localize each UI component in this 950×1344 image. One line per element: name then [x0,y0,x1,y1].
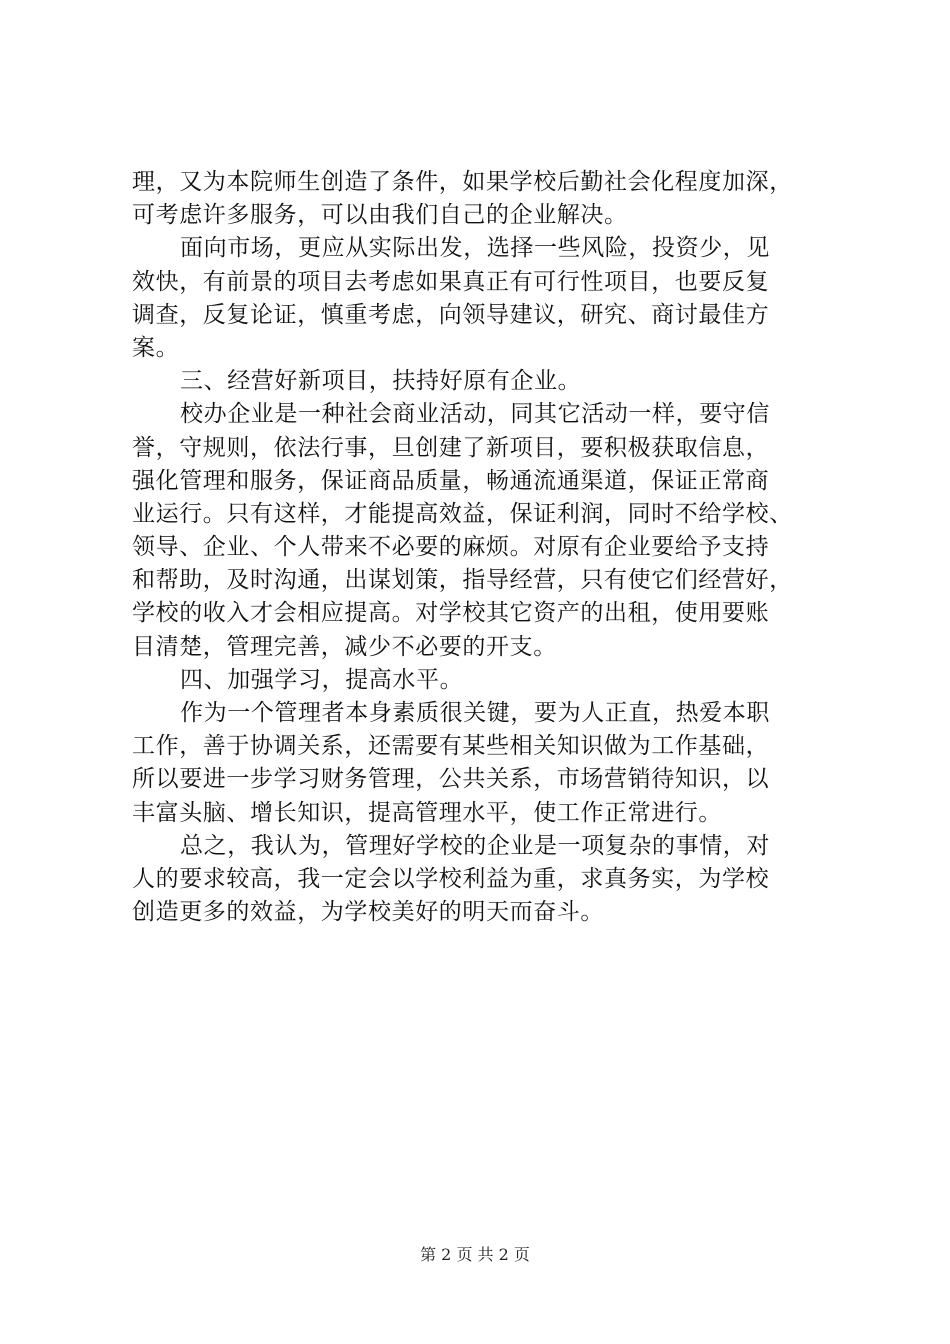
text-line: 誉，守规则，依法行事，旦创建了新项目，要积极获取信息， [132,434,770,461]
text-line: 目清楚，管理完善，减少不必要的开支。 [132,633,557,660]
text-line: 领导、企业、个人带来不必要的麻烦。对原有企业要给予支持 [132,534,770,561]
page-number-footer: 第 2 页 共 2 页 [420,1245,530,1264]
text-line: 可考虑许多服务，可以由我们自己的企业解决。 [132,202,628,229]
text-line: 人的要求较高，我一定会以学校利益为重，求真务实，为学校 [132,865,770,892]
paragraph-start-line: 面向市场，更应从实际出发，选择一些风险，投资少，见 [180,235,770,262]
text-line: 所以要进一步学习财务管理，公共关系，市场营销待知识，以 [132,766,770,793]
text-line: 案。 [132,334,180,361]
section-heading-3: 三、经营好新项目，扶持好原有企业。 [180,368,582,395]
text-line: 丰富头脑、增长知识，提高管理水平，使工作正常进行。 [132,799,722,826]
text-line: 调查，反复论证，慎重考虑，向领导建议，研究、商讨最佳方 [132,301,770,328]
text-line: 效快，有前景的项目去考虑如果真正有可行性项目，也要反复 [132,268,770,295]
text-line: 和帮助，及时沟通，出谋划策，指导经营，只有使它们经营好， [132,567,793,594]
text-line: 学校的收入才会相应提高。对学校其它资产的出租，使用要账 [132,600,770,627]
text-line: 工作，善于协调关系，还需要有某些相关知识做为工作基础， [132,733,770,760]
document-body [132,166,832,929]
section-heading-4: 四、加强学习，提高水平。 [180,666,464,693]
paragraph-start-line: 作为一个管理者本身素质很关键，要为人正直，热爱本职 [180,700,770,726]
text-line: 业运行。只有这样，才能提高效益，保证利润，同时不给学校、 [132,500,793,527]
paragraph-start-line: 总之，我认为，管理好学校的企业是一项复杂的事情，对 [180,832,770,859]
text-line: 创造更多的效益，为学校美好的明天而奋斗。 [132,899,604,926]
paragraph-start-line: 校办企业是一种社会商业活动，同其它活动一样，要守信 [180,401,770,428]
text-line: 强化管理和服务，保证商品质量，畅通流通渠道，保证正常商 [132,467,770,494]
text-line: 理，又为本院师生创造了条件，如果学校后勤社会化程度加深， [132,169,793,195]
